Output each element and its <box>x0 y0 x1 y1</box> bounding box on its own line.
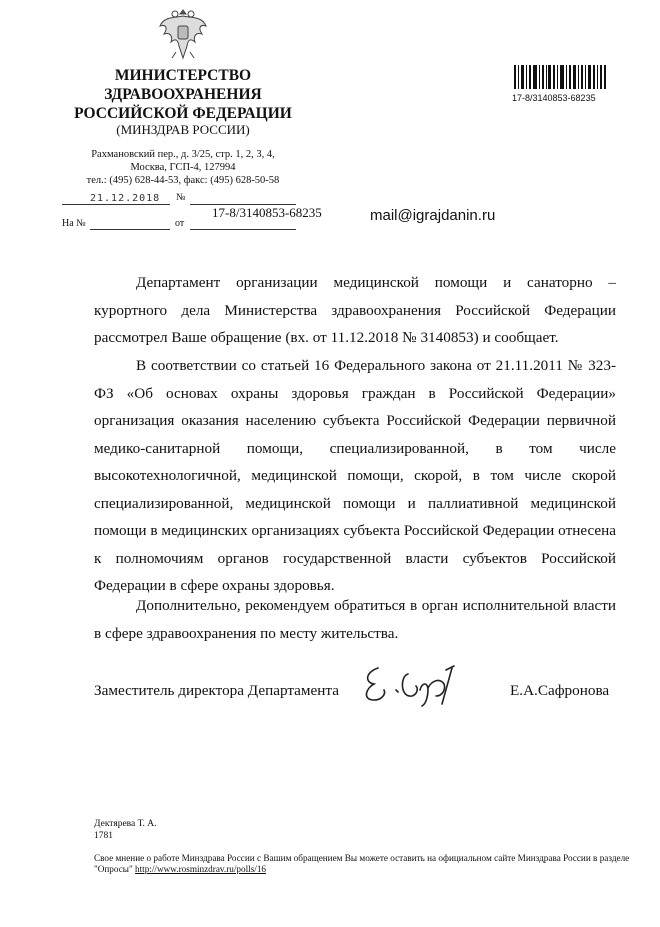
address-line: Рахмановский пер., д. 3/25, стр. 1, 2, 3, 4, <box>91 149 275 160</box>
ref-number-label: На № <box>62 218 86 229</box>
handwritten-signature <box>356 660 466 710</box>
paragraph: Дополнительно, рекомендуем обратиться в орган исполнительной власти в сфере здравоохранения по месту жительства. <box>94 597 616 642</box>
polls-link[interactable]: http://www.rosminzdrav.ru/polls/16 <box>135 864 267 874</box>
ref-date-line <box>190 229 296 230</box>
state-emblem-icon <box>158 6 208 62</box>
ref-number-line <box>90 229 170 230</box>
footer-note <box>94 853 634 875</box>
body-paragraph-2 <box>94 352 616 600</box>
ministry-line: РОССИЙСКОЙ ФЕДЕРАЦИИ <box>74 105 292 122</box>
executor-info <box>94 818 156 842</box>
number-label: № <box>176 192 186 203</box>
address-line: тел.: (495) 628-44-53, факс: (495) 628-50-58 <box>86 175 280 186</box>
ministry-name <box>60 66 306 123</box>
signatory-role: Заместитель директора Департамента <box>94 682 339 699</box>
signatory-name: Е.А.Сафронова <box>510 682 610 699</box>
footer-text: Свое мнение о работе Минздрава России с Вашим обращением Вы можете оставить на официальном сайте Минздрава России в разделе "Опросы" <box>94 853 630 874</box>
barcode <box>514 65 606 89</box>
ministry-address <box>60 148 306 187</box>
address-line: Москва, ГСП-4, 127994 <box>130 162 236 173</box>
registration-date: 21.12.2018 <box>90 193 161 204</box>
ministry-short-name: (МИНЗДРАВ РОССИИ) <box>116 122 250 137</box>
paragraph: Департамент организации медицинской помощи и санаторно – курортного дела Министерства здравоохранения Российской Федерации рассмотрел Ваше обращение (вх. от 11.12.2018 № 3140853) и сообщает. <box>94 274 616 346</box>
ministry-line: ЗДРАВООХРАНЕНИЯ <box>104 86 262 103</box>
executor-phone: 1781 <box>94 831 113 841</box>
body-paragraph-3 <box>94 592 616 647</box>
paragraph: В соответствии со статьей 16 Федерального закона от 21.11.2011 № 323-ФЗ «Об основах охраны здоровья граждан в Российской Федерации» организация оказания населению субъекта Российской Федерации первичной медико-санитарной помощи, специализированной, в том числе высокотехнологичной, медицинской помощи, скорой, в том числе скорой специализированной, медицинской помощи и паллиативной медицинской помощи в медицинских организациях субъекта Российской Федерации отнесена к полномочиям органов государственной власти субъектов Российской Федерации в сфере охраны здоровья. <box>94 357 616 594</box>
ref-from-label: от <box>175 218 185 229</box>
ministry-line: МИНИСТЕРСТВО <box>114 67 252 84</box>
body-paragraph-1 <box>94 269 616 352</box>
recipient-email: mail@igrajdanin.ru <box>370 207 496 224</box>
registration-number: 17-8/3140853-68235 <box>212 205 322 220</box>
barcode-number: 17-8/3140853-68235 <box>512 93 596 103</box>
date-line <box>62 204 170 205</box>
executor-name: Дектярева Т. А. <box>94 819 157 829</box>
